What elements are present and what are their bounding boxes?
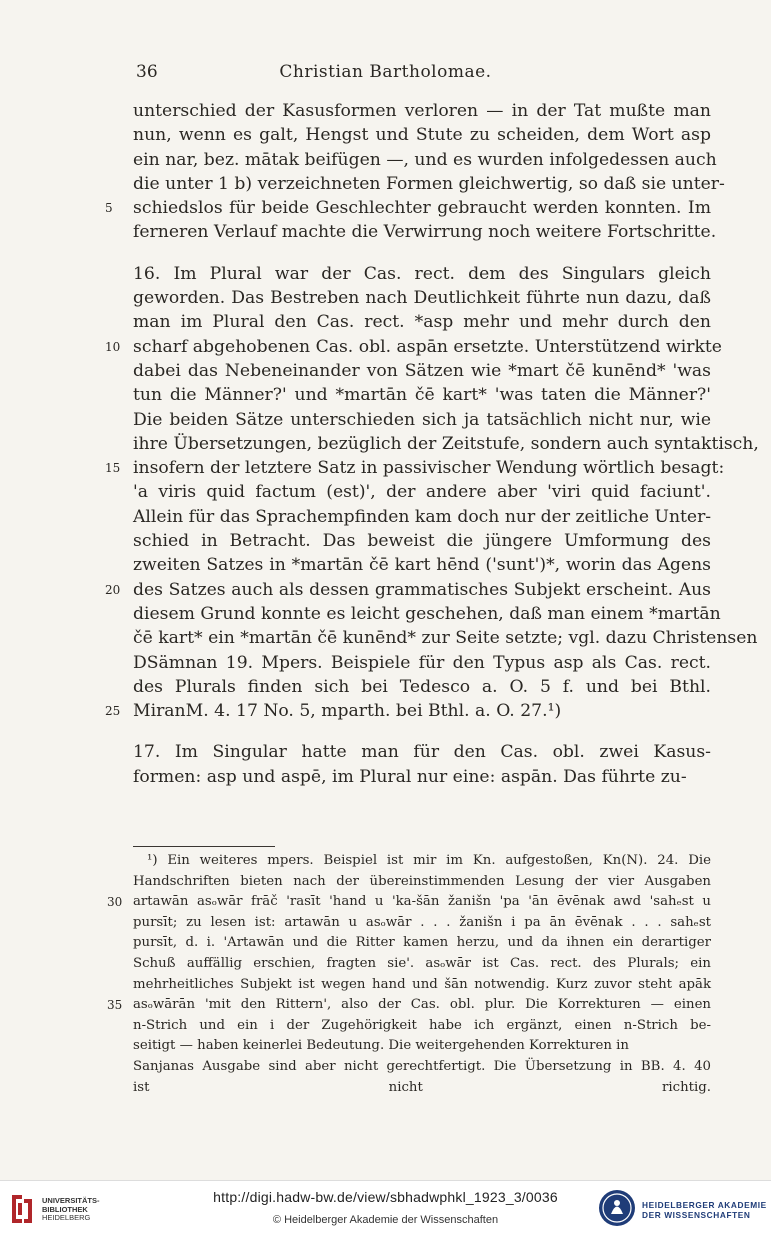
footnote-line-content: ¹) Ein weiteres mpers. Beispiel ist mir im Kn. aufgestoßen, Kn(N). 24. Die [147,853,711,868]
footnote-line-content: ist nicht richtig. [133,1079,711,1095]
footnote-line [133,872,711,893]
text-line [133,383,711,407]
academy-seal-icon [598,1189,636,1227]
text-line [133,408,711,432]
text-line [133,740,711,764]
footnote-line [133,851,711,872]
academy-name-line-2: DER WISSENSCHAFTEN [642,1210,751,1220]
text-line [133,553,711,577]
text-line-content: diesem Grund konnte es leicht geschehen, daß man einem *martān [133,603,721,624]
footnote-line [133,933,711,954]
text-line [133,99,711,123]
line-number: 5 [105,201,113,216]
line-number: 35 [107,998,123,1013]
main-text [105,99,759,789]
text-line-content: ihre Übersetzungen, bezüglich der Zeitstufe, sondern auch syntaktisch, [133,433,759,454]
viewer-footer [0,1180,771,1237]
text-line-content: DSämnan 19. Mpers. Beispiele für den Typus asp als Cas. rect. [133,652,711,673]
line-number: 30 [107,895,123,910]
text-line-content: nun, wenn es galt, Hengst und Stute zu scheiden, dem Wort asp [133,125,711,146]
text-line [105,335,722,359]
text-line-content: ferneren Verlauf machte die Verwirrung noch weitere Fortschritte. [133,222,717,243]
footnote-line [133,1057,711,1078]
text-line [105,456,725,480]
text-line [133,602,721,626]
text-line [133,172,725,196]
text-line-content: Die beiden Sätze unterschieden sich ja tatsächlich nicht nur, wie [133,409,711,430]
library-name-line-3: HEIDELBERG [42,1213,91,1222]
academy-name [642,1200,767,1220]
line-number: 15 [105,461,121,476]
academy-logo[interactable] [598,1189,768,1229]
text-line-content: des Satzes auch als dessen grammatisches Subjekt erscheint. Aus [133,579,711,600]
footnote-line-content: pursīt; zu lesen ist: artawān u asₒwār . . . žanišn i pa ān ēvēnak . . . sahₑst [133,914,711,930]
text-line-content: des Plurals finden sich bei Tedesco a. O. 5 f. und bei Bthl. [133,676,711,697]
text-line-content: unterschied der Kasusformen verloren — in der Tat mußte man [133,101,711,121]
text-line-content: zweiten Satzes in *martān čē kart hēnd ('sunt')*, worin das Agens [133,555,711,576]
text-line [133,626,758,650]
text-line-content: dabei das Nebeneinander von Sätzen wie *mart čē kunēnd* 'was [133,360,711,381]
page-header [0,62,771,88]
text-line-content: insofern der letztere Satz in passivischer Wendung wörtlich besagt: [133,458,725,479]
text-line [133,480,711,504]
text-line-content: MiranM. 4. 17 No. 5, mparth. bei Bthl. a. O. 27.¹) [133,701,562,722]
text-line [133,286,711,310]
text-line [133,529,711,553]
text-line-content: schiedslos für beide Geschlechter gebraucht werden konnten. Im [133,198,711,219]
text-line-content: 16. Im Plural war der Cas. rect. dem des Singulars gleich [133,263,711,284]
copyright-notice: © Heidelberger Akademie der Wissenschaften [272,1214,499,1226]
text-line-content: 'a viris quid factum (est)', der andere aber 'viri quid faciunt'. [133,482,711,503]
line-number: 10 [105,339,121,354]
text-line [105,578,711,602]
text-line-content: ein nar, bez. mātak beifügen —, und es wurden infolgedessen auch [133,149,717,170]
footnote-line-content: n-Strich und ein i der Zugehörigkeit habe ich ergänzt, einen n-Strich be- [133,1017,711,1033]
academy-name-line-1: HEIDELBERGER AKADEMIE [642,1200,767,1210]
footnotes [107,851,711,1098]
text-line-content: geworden. Das Bestreben nach Deutlichkeit führte nun dazu, daß [133,288,711,309]
running-head: Christian Bartholomae. [279,62,492,82]
footnote-line-content: seitigt — haben keinerlei Bedeutung. Die weitergehenden Korrekturen in [133,1038,629,1054]
footnote-line-content: Schuß auffällig erschien, fragten sie'. asₒwār ist Cas. rect. des Plurals; ein [133,955,711,971]
footnote-line [133,1036,711,1057]
text-line-content: čē kart* ein *martān čē kunēnd* zur Seite setzte; vgl. dazu Christensen [133,628,758,649]
text-line [133,765,711,789]
footnote-line [133,913,711,934]
text-line-content: schied in Betracht. Das beweist die jüngere Umformung des [133,531,711,552]
footnote-line [133,954,711,975]
text-line [105,196,711,220]
text-line [133,505,711,529]
footnote-line-content: artawān asₒwār frāč 'rasīt 'hand u 'ka-šān žanišn 'pa 'ān ēvēnak awd 'sahₑst u [133,894,711,910]
footnote-line-content: pursīt, d. i. 'Artawān und die Ritter kamen herzu, und da ihnen ein derartiger [133,935,711,951]
text-line-content: man im Plural den Cas. rect. *asp mehr und mehr durch den [133,312,711,333]
text-line-content: die unter 1 b) verzeichneten Formen gleichwertig, so daß sie unter- [133,173,725,194]
text-line [133,220,717,244]
footnote-line-content: asₒwārān 'mit den Rittern', also der Cas. obl. plur. Die Korrekturen — einen [133,997,711,1013]
text-line [133,675,711,699]
text-line [105,699,711,723]
footnote-line [107,892,711,913]
footnote-line-content: Handschriften bieten nach der übereinstimmenden Lesung der vier Ausgaben [133,873,711,889]
text-line [133,148,717,172]
text-line-content: scharf abgehobenen Cas. obl. aspān ersetzte. Unterstützend wirkte [133,336,722,357]
text-line [133,432,759,456]
footnote-line-content: Sanjanas Ausgabe sind aber nicht gerechtfertigt. Die Übersetzung in BB. 4. 40 [133,1058,711,1074]
text-line-content: formen: asp und aspē, im Plural nur eine: aspān. Das führte zu- [133,766,687,787]
line-number: 20 [105,582,121,597]
footnote-line-content: mehrheitliches Subjekt ist wegen hand und šān notwendig. Kurz zuvor steht apāk [133,976,711,992]
footnote-line [133,975,711,996]
text-line-content: tun die Männer?' und *martān čē kart* 'was taten die Männer?' [133,385,711,406]
library-name-line-1: UNIVERSITÄTS- [42,1196,100,1205]
page-number: 36 [136,62,158,82]
text-line [133,262,711,286]
footnote-line [133,1078,711,1099]
text-line [133,359,711,383]
library-name-line-2: BIBLIOTHEK [42,1204,88,1214]
footnote-divider [133,846,275,847]
footnote-line [107,995,711,1016]
text-line-content: Allein für das Sprachempfinden kam doch nur der zeitliche Unter- [133,506,712,527]
text-line [133,310,711,334]
text-line [133,651,711,675]
footnote-line [133,1016,711,1037]
permalink-url[interactable]: http://digi.hadw-bw.de/view/sbhadwphkl_1923_3/0036 [213,1189,558,1205]
text-line [133,123,711,147]
line-number: 25 [105,704,121,719]
text-line-content: 17. Im Singular hatte man für den Cas. obl. zwei Kasus- [133,742,711,763]
